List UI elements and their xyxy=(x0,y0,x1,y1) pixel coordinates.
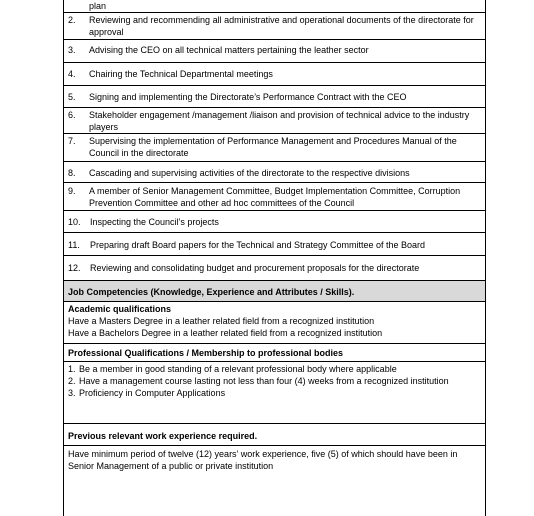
experience-heading xyxy=(64,424,485,446)
duty-number: 10. xyxy=(68,217,81,227)
duty-text: plan xyxy=(89,1,107,11)
duty-text: Inspecting the Council’s projects xyxy=(90,217,219,227)
item-number: 3. xyxy=(68,388,76,398)
duty-number: 5. xyxy=(68,92,76,102)
duty-number: 3. xyxy=(68,45,76,55)
duty-row xyxy=(64,63,485,86)
duty-text: Reviewing and recommending all administrative and operational documents of the directorate for approval xyxy=(89,15,474,37)
duty-number: 7. xyxy=(68,136,76,146)
duty-row xyxy=(64,86,485,108)
professional-heading-text: Professional Qualifications / Membership to professional bodies xyxy=(68,348,344,358)
list-item xyxy=(64,363,485,375)
item-text: Be a member in good standing of a relevant professional body where applicable xyxy=(79,364,397,374)
list-item xyxy=(64,375,485,387)
duty-number: 4. xyxy=(68,69,76,79)
duty-number: 6. xyxy=(68,110,76,120)
duty-text: Advising the CEO on all technical matters pertaining the leather sector xyxy=(89,45,369,55)
academic-qualifications xyxy=(64,302,485,344)
experience-text-content: Have minimum period of twelve (12) years’ work experience, five (5) of which should have been in Senior Management of a public or private institution xyxy=(68,449,458,471)
duty-row xyxy=(64,108,485,134)
item-text: Proficiency in Computer Applications xyxy=(79,388,226,398)
duty-number: 8. xyxy=(68,168,76,178)
duty-row xyxy=(64,40,485,63)
academic-line: Have a Bachelors Degree in a leather related field from a recognized institution xyxy=(68,328,383,338)
duty-text: Reviewing and consolidating budget and procurement proposals for the directorate xyxy=(90,263,420,273)
duty-row xyxy=(64,162,485,183)
academic-heading: Academic qualifications xyxy=(68,304,172,314)
item-number: 1. xyxy=(68,364,76,374)
item-text: Have a management course lasting not less than four (4) weeks from a recognized institution xyxy=(79,376,449,386)
duty-number: 12. xyxy=(68,263,81,273)
duty-text: Signing and implementing the Directorate’s Performance Contract with the CEO xyxy=(89,92,407,102)
competencies-heading xyxy=(64,281,485,302)
professional-heading xyxy=(64,344,485,362)
duty-text: Stakeholder engagement /management /liaison and provision of technical advice to the industry players xyxy=(89,110,470,132)
job-description-table xyxy=(63,0,486,516)
academic-line: Have a Masters Degree in a leather related field from a recognized institution xyxy=(68,316,375,326)
competencies-heading-text: Job Competencies (Knowledge, Experience and Attributes / Skills). xyxy=(68,287,355,297)
experience-heading-text: Previous relevant work experience required. xyxy=(68,431,258,441)
duty-text: Supervising the implementation of Performance Management and Procedures Manual of the Council in the directorate xyxy=(89,136,457,158)
duty-row xyxy=(64,211,485,233)
experience-text xyxy=(64,446,485,516)
item-number: 2. xyxy=(68,376,76,386)
duty-text: A member of Senior Management Committee, Budget Implementation Committee, Corruption Prevention Committee and other ad hoc committees of the Council xyxy=(89,186,461,208)
list-item xyxy=(64,387,485,399)
duty-row xyxy=(64,134,485,162)
duty-number: 9. xyxy=(68,186,76,196)
duty-text: Chairing the Technical Departmental meetings xyxy=(89,69,273,79)
duty-row xyxy=(64,233,485,256)
duty-text: Preparing draft Board papers for the Technical and Strategy Committee of the Board xyxy=(90,240,426,250)
duty-number: 2. xyxy=(68,15,76,25)
duty-row xyxy=(64,13,485,40)
duty-text: Cascading and supervising activities of the directorate to the respective divisions xyxy=(89,168,410,178)
duty-number: 11. xyxy=(68,240,80,250)
duty-row xyxy=(64,0,485,13)
duty-row xyxy=(64,256,485,281)
duty-row xyxy=(64,183,485,211)
professional-list xyxy=(64,362,485,424)
